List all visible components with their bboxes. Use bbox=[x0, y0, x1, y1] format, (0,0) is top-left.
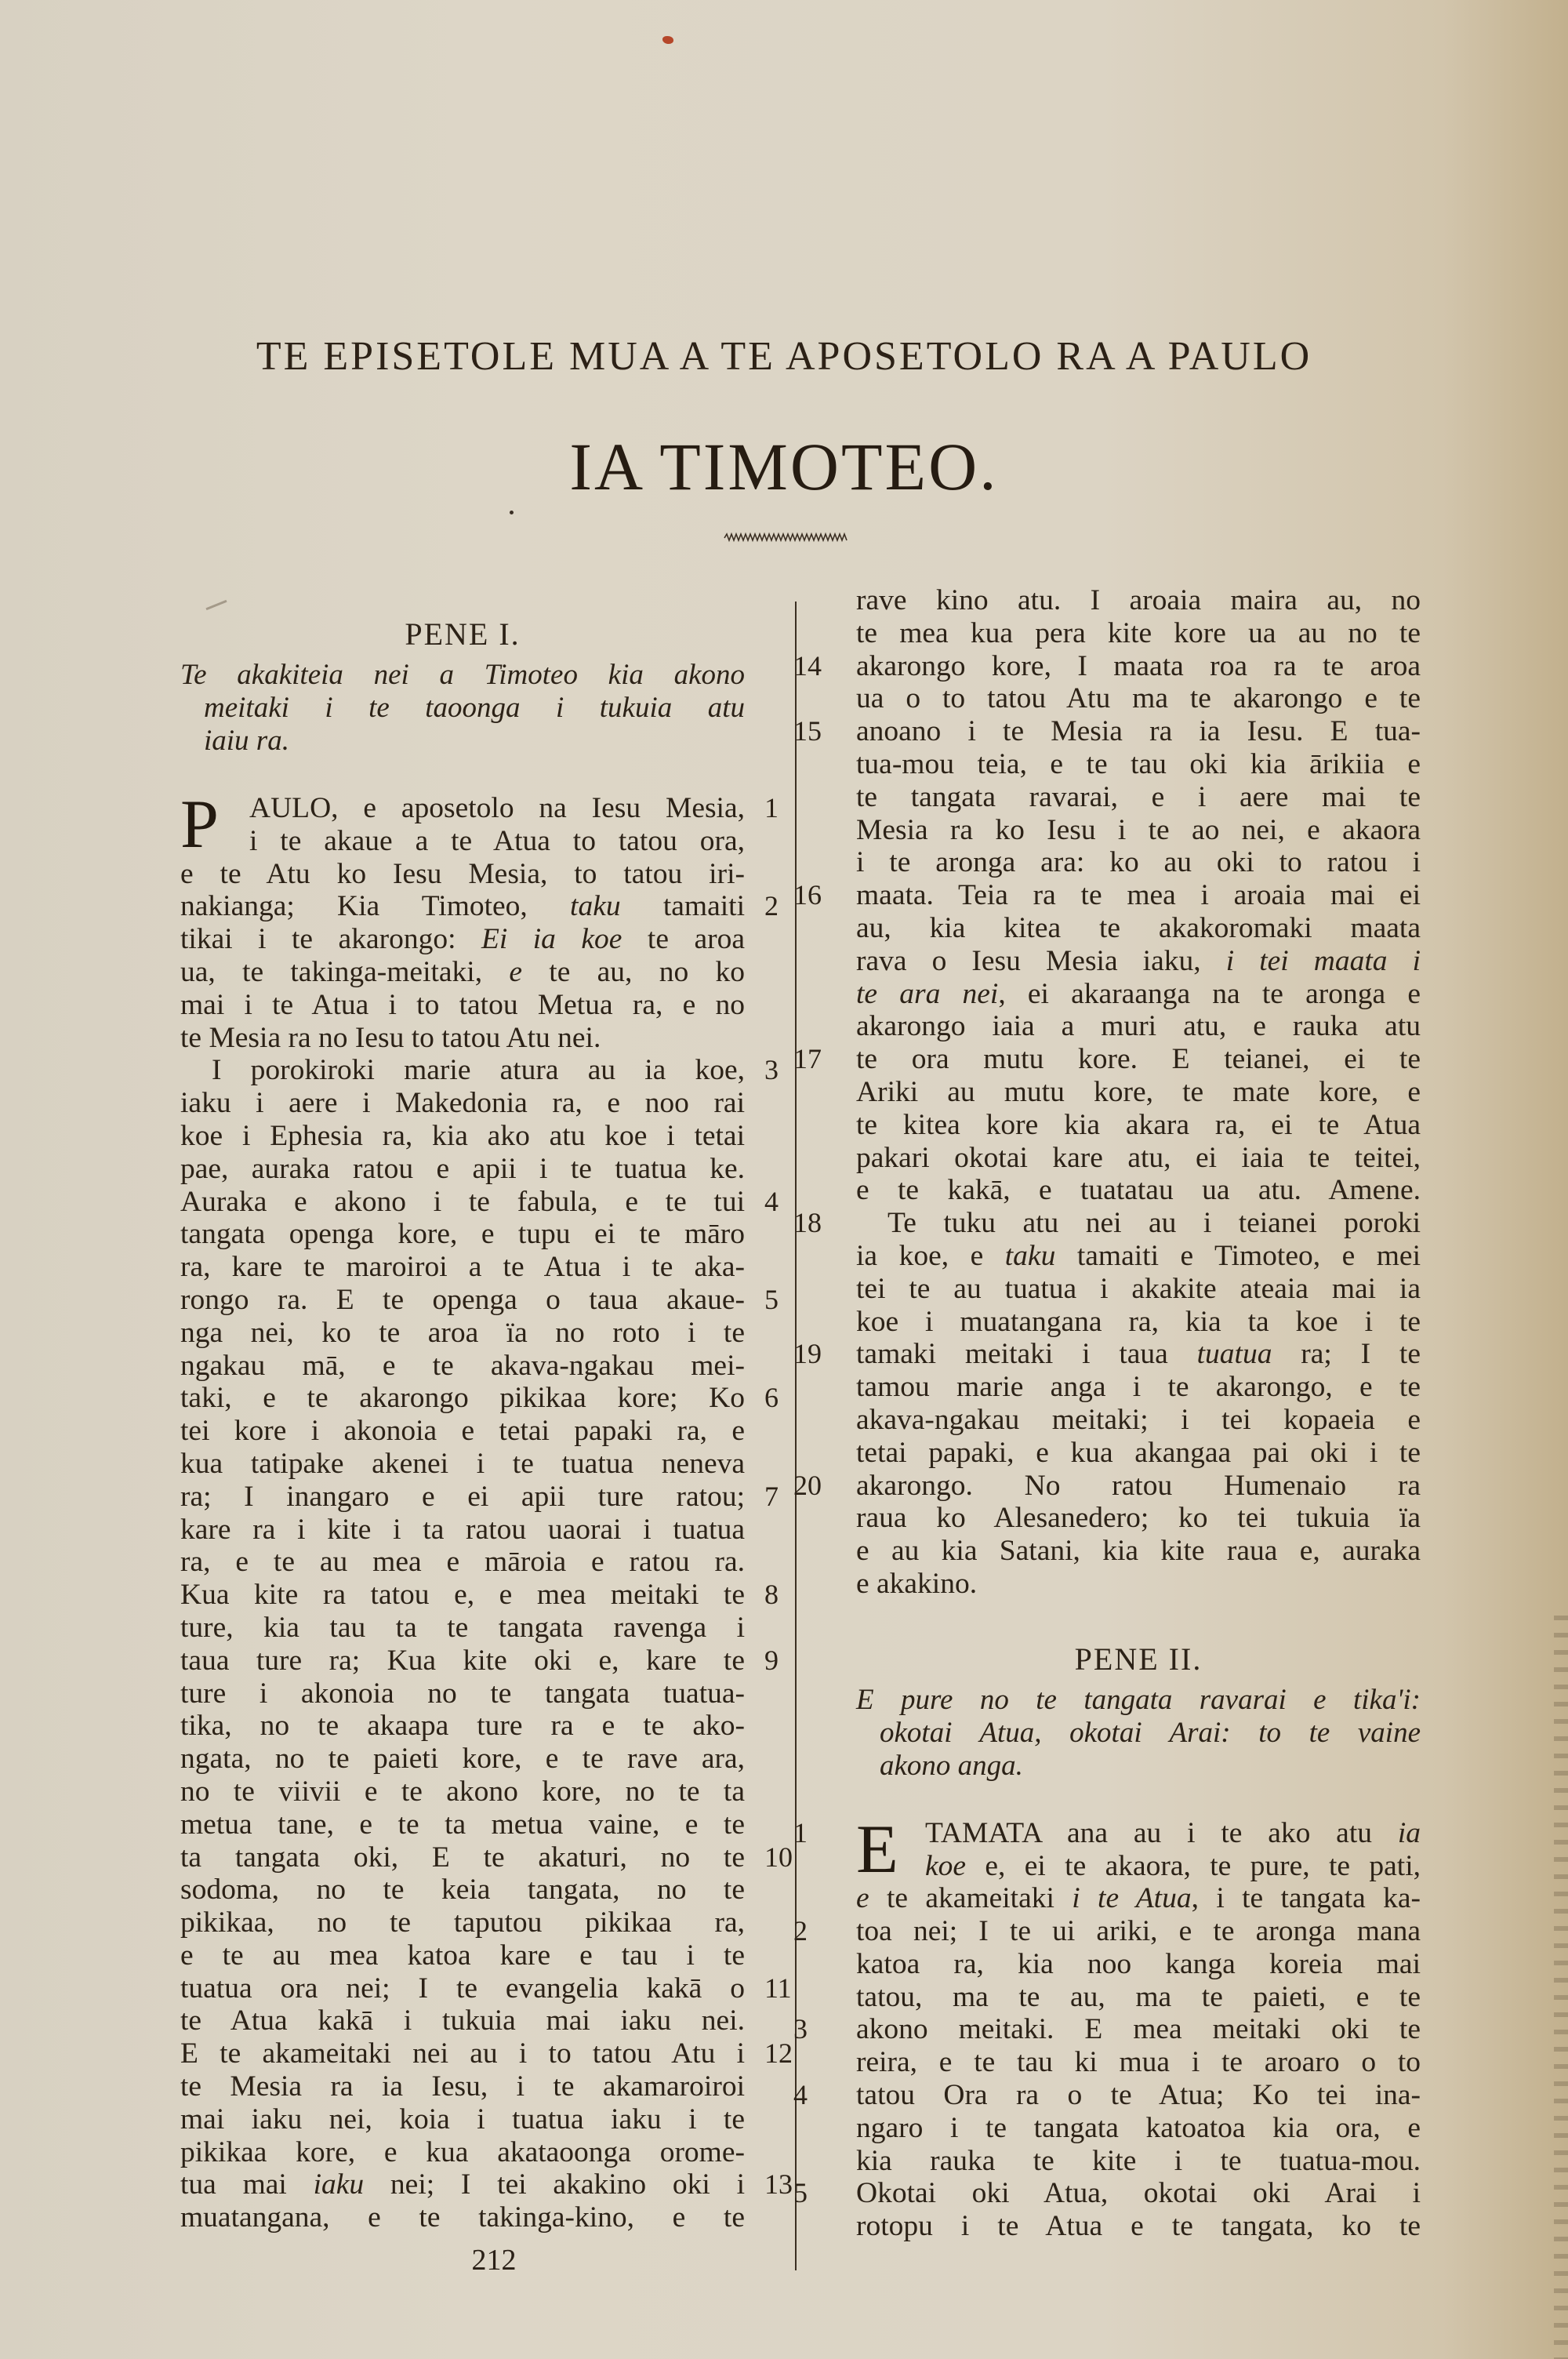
text-line bbox=[180, 1644, 779, 1677]
verse-block bbox=[793, 1816, 1421, 2243]
italic-text: Ei ia koe bbox=[481, 923, 622, 956]
text-segment: , i te tangata ka- bbox=[1191, 1882, 1421, 1915]
text-segment: rave kino atu. I aroaia maira au, no bbox=[856, 584, 1421, 616]
text-line bbox=[856, 945, 1421, 978]
verse-number: 19 bbox=[793, 1338, 822, 1370]
summary-line: E pure no te tangata ravarai e tika'i: bbox=[856, 1683, 1421, 1716]
text-line bbox=[180, 1939, 745, 1972]
text-line bbox=[856, 814, 1421, 847]
text-line bbox=[180, 1677, 745, 1710]
text-segment: i te akaue a te Atua to tatou ora, bbox=[249, 824, 745, 857]
text-segment: te akameitaki bbox=[869, 1882, 1073, 1915]
text-line bbox=[180, 1415, 745, 1448]
text-line bbox=[856, 1850, 1421, 1883]
italic-text: i te Atua bbox=[1072, 1882, 1192, 1915]
text-line bbox=[180, 1841, 793, 1874]
text-line bbox=[793, 879, 1421, 912]
text-segment: koe i Ephesia ra, kia ako atu koe i tetai bbox=[180, 1119, 745, 1152]
text-segment: ra; I inangaro e ei apii ture ratou; bbox=[180, 1480, 745, 1513]
text-segment: mai i te Atua i to tatou Metua ra, e no bbox=[180, 988, 745, 1021]
text-line bbox=[856, 1273, 1421, 1306]
verse-number: 10 bbox=[764, 1841, 793, 1873]
text-line bbox=[180, 1776, 745, 1808]
text-segment: ra; I te bbox=[1272, 1338, 1421, 1371]
text-segment: pikikaa, no te taputou pikikaa ra, bbox=[180, 1906, 745, 1939]
text-line bbox=[180, 1514, 745, 1547]
verse-number: 9 bbox=[764, 1644, 779, 1676]
text-segment: kia rauka te kite i te tuatua-mou. bbox=[856, 2144, 1421, 2177]
verse-number: 15 bbox=[793, 715, 822, 747]
right-column bbox=[793, 584, 1421, 2243]
text-line bbox=[180, 923, 745, 956]
verse-block bbox=[180, 792, 793, 2234]
verse-number: 18 bbox=[793, 1207, 822, 1239]
summary-line: iaiu ra. bbox=[204, 725, 289, 757]
text-segment: tetai papaki, e kua akangaa pai oki i te bbox=[856, 1436, 1421, 1469]
italic-text: iaku bbox=[313, 2168, 365, 2201]
text-line bbox=[180, 1218, 745, 1251]
text-segment: te mea kua pera kite kore ua au no te bbox=[856, 616, 1421, 649]
chapter-summary bbox=[856, 1684, 1421, 1783]
text-line bbox=[856, 1882, 1421, 1915]
text-line bbox=[180, 1382, 779, 1415]
text-segment: e, ei te akaora, te pure, te pati, bbox=[966, 1849, 1421, 1882]
verse-number: 16 bbox=[793, 879, 822, 911]
text-line bbox=[856, 2145, 1421, 2178]
text-line bbox=[180, 1612, 745, 1645]
text-segment: metua tane, e te ta metua vaine, e te bbox=[180, 1808, 745, 1841]
drop-cap: P bbox=[180, 794, 219, 856]
text-line bbox=[793, 1207, 1421, 1240]
book-title-line-1: TE EPISETOLE MUA A TE APOSETOLO RA A PAULO bbox=[256, 334, 1312, 379]
text-segment: iaku i aere i Makedonia ra, e noo rai bbox=[180, 1087, 745, 1120]
text-segment: katoa ra, kia noo kanga koreia mai bbox=[856, 1947, 1421, 1980]
text-segment: , ei akaraanga na te aronga e bbox=[998, 977, 1421, 1010]
text-segment: akarongo iaia a muri atu, e rauka atu bbox=[856, 1010, 1421, 1043]
text-line bbox=[180, 1808, 745, 1841]
text-segment: tamou marie anga i te akarongo, e te bbox=[856, 1371, 1421, 1404]
text-segment: ngakau mā, e te akava-ngakau mei- bbox=[180, 1349, 745, 1382]
text-segment: muatangana, e te takinga-kino, e te bbox=[180, 2201, 745, 2234]
text-segment: ture, kia tau ta te tangata ravenga i bbox=[180, 1611, 745, 1644]
text-line bbox=[180, 2168, 793, 2201]
text-line bbox=[793, 2079, 1421, 2112]
text-segment: koe i muatangana ra, kia ta koe i te bbox=[856, 1305, 1421, 1338]
text-segment: nei; I tei akakino oki i bbox=[364, 2168, 745, 2201]
text-line bbox=[793, 2177, 1421, 2210]
verse-number: 2 bbox=[764, 890, 779, 922]
text-segment: te Mesia ra ia Iesu, i te akamaroiroi bbox=[180, 2070, 745, 2103]
text-line bbox=[180, 2005, 745, 2037]
verse-number: 13 bbox=[764, 2168, 793, 2201]
text-line bbox=[180, 2070, 745, 2103]
text-line bbox=[180, 1710, 745, 1743]
text-line bbox=[856, 846, 1421, 879]
text-segment: tatou Ora ra o te Atua; Ko tei ina- bbox=[856, 2079, 1421, 2112]
text-line bbox=[856, 1981, 1421, 2014]
wavy-rule-path bbox=[724, 534, 847, 540]
text-segment: toa nei; I te ui ariki, e te aronga mana bbox=[856, 1915, 1421, 1948]
verse-number: 14 bbox=[793, 649, 822, 682]
text-segment: te Mesia ra no Iesu to tatou Atu nei. bbox=[180, 1021, 601, 1054]
text-segment: rotopu i te Atua e te tangata, ko te bbox=[856, 2210, 1421, 2243]
text-segment: ta tangata oki, E te akaturi, no te bbox=[180, 1841, 745, 1874]
text-line bbox=[793, 1915, 1421, 1948]
italic-text: taku bbox=[570, 890, 621, 923]
text-segment: akarongo kore, I maata roa ra te aroa bbox=[856, 649, 1421, 682]
text-line bbox=[856, 1174, 1421, 1207]
text-line bbox=[856, 1568, 1421, 1601]
text-line bbox=[856, 1948, 1421, 1981]
text-line bbox=[180, 1022, 745, 1055]
text-segment: tei kore i akonoia e tetai papaki ra, e bbox=[180, 1415, 745, 1448]
text-line bbox=[856, 1142, 1421, 1175]
text-segment: tei te au tuatua i akakite ateaia mai ia bbox=[856, 1272, 1421, 1305]
ink-spot-mark bbox=[662, 36, 673, 44]
text-line bbox=[180, 2201, 745, 2234]
verse-number: 2 bbox=[793, 1915, 808, 1947]
text-line bbox=[793, 1816, 1421, 1850]
chapter-summary bbox=[180, 659, 745, 758]
verse-number: 4 bbox=[793, 2079, 808, 2111]
text-line bbox=[856, 1404, 1421, 1437]
verse-number: 17 bbox=[793, 1043, 822, 1075]
text-segment: tatou, ma te au, ma te paieti, e te bbox=[856, 1980, 1421, 2013]
text-line bbox=[856, 1371, 1421, 1404]
summary-line: meitaki i te taoonga i tukuia atu bbox=[204, 692, 745, 724]
book-title-line-2: IA TIMOTEO. bbox=[569, 429, 999, 504]
verse-number: 7 bbox=[764, 1480, 779, 1512]
text-segment: ua, te takinga-meitaki, bbox=[180, 955, 510, 988]
text-segment: I porokiroki marie atura au ia koe, bbox=[212, 1054, 745, 1087]
text-line bbox=[180, 890, 779, 923]
text-line bbox=[856, 1535, 1421, 1568]
verse-number: 12 bbox=[764, 2037, 793, 2070]
text-line bbox=[856, 584, 1421, 617]
text-segment: e akakino. bbox=[856, 1567, 978, 1600]
verse-number: 3 bbox=[764, 1054, 779, 1086]
left-column bbox=[180, 610, 793, 2234]
text-segment: Auraka e akono i te fabula, e te tui bbox=[180, 1185, 745, 1218]
text-line bbox=[793, 1469, 1421, 1503]
text-line bbox=[856, 1109, 1421, 1142]
text-segment: te kitea kore kia akara ra, ei te Atua bbox=[856, 1108, 1421, 1141]
italic-text: i tei maata i bbox=[1225, 944, 1421, 977]
text-segment: tua-mou teia, e te tau oki kia ārikiia e bbox=[856, 747, 1421, 780]
text-segment: ngaro i te tangata katoatoa kia ora, e bbox=[856, 2111, 1421, 2144]
verse-lines-top bbox=[793, 584, 1421, 1601]
verse-number: 8 bbox=[764, 1579, 779, 1611]
text-line bbox=[856, 748, 1421, 781]
text-segment: tua mai bbox=[180, 2168, 314, 2201]
text-line bbox=[856, 1437, 1421, 1470]
text-line bbox=[180, 1874, 745, 1906]
text-line bbox=[180, 1087, 745, 1120]
text-line bbox=[856, 1240, 1421, 1273]
italic-text: te ara nei bbox=[856, 977, 999, 1010]
text-line bbox=[856, 2112, 1421, 2145]
text-line bbox=[856, 1076, 1421, 1109]
text-segment: e au kia Satani, kia kite raua e, auraka bbox=[856, 1535, 1421, 1568]
text-segment: ua o to tatou Atu ma te akarongo e te bbox=[856, 682, 1421, 715]
text-line bbox=[856, 617, 1421, 650]
verse-number: 4 bbox=[764, 1185, 779, 1217]
text-line bbox=[180, 1579, 779, 1612]
text-line bbox=[180, 825, 745, 858]
verse-number: 6 bbox=[764, 1382, 779, 1414]
verse-number: 1 bbox=[793, 1816, 808, 1848]
text-segment: no te viivii e te akono kore, no te ta bbox=[180, 1775, 745, 1808]
text-segment: pakari okotai kare atu, ei iaia te teitei, bbox=[856, 1141, 1421, 1174]
text-segment: e te kakā, e tuatatau ua atu. Amene. bbox=[856, 1174, 1421, 1207]
text-line bbox=[180, 1317, 745, 1350]
drop-cap: E bbox=[856, 1818, 898, 1881]
text-segment: akava-ngakau meitaki; i tei kopaeia e bbox=[856, 1403, 1421, 1436]
paper-dot-mark bbox=[510, 511, 514, 514]
text-segment: nakianga; Kia Timoteo, bbox=[180, 890, 571, 923]
text-line bbox=[180, 1480, 779, 1514]
text-segment: anoano i te Mesia ra ia Iesu. E tua- bbox=[856, 715, 1421, 748]
italic-text: ia bbox=[1397, 1816, 1421, 1849]
text-segment: ra, e te au mea e māroia e ratou ra. bbox=[180, 1546, 745, 1579]
text-segment: rongo ra. E te openga o taua akaue- bbox=[180, 1283, 745, 1316]
paper-scratch-mark bbox=[205, 600, 227, 610]
text-segment: ra, kare te maroiroi a te Atua i te aka- bbox=[180, 1251, 745, 1284]
text-segment: mai iaku nei, koia i tuatua iaku i te bbox=[180, 2103, 745, 2135]
text-segment: sodoma, no te keia tangata, no te bbox=[180, 1874, 745, 1906]
text-line bbox=[856, 1502, 1421, 1535]
text-segment: e te au mea katoa kare e tau i te bbox=[180, 1939, 745, 1972]
verse-number: 1 bbox=[764, 792, 779, 823]
text-segment: pae, auraka ratou e apii i te tuatua ke. bbox=[180, 1152, 745, 1185]
text-line bbox=[180, 1153, 745, 1186]
text-line bbox=[180, 1251, 745, 1284]
text-segment: ngata, no te paieti kore, e te rave ara, bbox=[180, 1743, 745, 1776]
text-segment: i te aronga ara: ko au oki to ratou i bbox=[856, 846, 1421, 879]
verse-lines-bottom bbox=[793, 1816, 1421, 2243]
summary-line: Te akakiteia nei a Timoteo kia akono bbox=[180, 659, 745, 691]
text-segment: E te akameitaki nei au i to tatou Atu i bbox=[180, 2037, 745, 2070]
text-segment: te au, no ko bbox=[522, 955, 745, 988]
text-line bbox=[180, 2103, 745, 2136]
italic-text: taku bbox=[1004, 1239, 1056, 1272]
text-segment: te ora mutu kore. E teianei, ei te bbox=[856, 1043, 1421, 1076]
text-line bbox=[180, 989, 745, 1022]
verse-number: 20 bbox=[793, 1469, 822, 1501]
verse-number: 5 bbox=[764, 1283, 779, 1315]
text-segment: nga nei, ko te aroa ïa no roto i te bbox=[180, 1316, 745, 1349]
text-line bbox=[180, 1283, 779, 1317]
italic-text: tuatua bbox=[1196, 1338, 1272, 1371]
text-segment: TAMATA ana au i te ako atu bbox=[925, 1816, 1398, 1849]
text-segment: tikai i te akarongo: bbox=[180, 923, 481, 956]
text-line bbox=[180, 792, 779, 825]
text-line bbox=[793, 1338, 1421, 1371]
text-line bbox=[180, 1972, 792, 2005]
text-segment: ture i akonoia no te tangata tuatua- bbox=[180, 1677, 745, 1710]
text-segment: tuatua ora nei; I te evangelia kakā o bbox=[180, 1972, 745, 2005]
text-line bbox=[180, 1448, 745, 1481]
text-line bbox=[793, 715, 1421, 748]
text-line bbox=[180, 1350, 745, 1383]
text-line bbox=[793, 2013, 1421, 2046]
text-segment: tamaiti bbox=[620, 890, 745, 923]
page-edge-bleedthrough bbox=[1554, 1616, 1568, 2359]
text-segment: rava o Iesu Mesia iaku, bbox=[856, 944, 1226, 977]
text-segment: e te Atu ko Iesu Mesia, to tatou iri- bbox=[180, 857, 745, 890]
text-line bbox=[180, 1743, 745, 1776]
text-segment: reira, e te tau ki mua i te aroaro o to bbox=[856, 2046, 1421, 2079]
text-segment: pikikaa kore, e kua akataoonga orome- bbox=[180, 2135, 745, 2168]
text-segment: taua ture ra; Kua kite oki e, kare te bbox=[180, 1644, 745, 1677]
text-segment: Te tuku atu nei au i teianei poroki bbox=[887, 1207, 1421, 1240]
text-line bbox=[180, 1546, 745, 1579]
text-segment: tangata openga kore, e tupu ei te māro bbox=[180, 1218, 745, 1251]
text-line bbox=[180, 1120, 745, 1153]
verse-number: 5 bbox=[793, 2177, 808, 2209]
text-segment: ia koe, e bbox=[856, 1239, 1005, 1272]
text-segment: maata. Teia ra te mea i aroaia mai ei bbox=[856, 879, 1421, 912]
text-line bbox=[180, 858, 745, 891]
text-segment: tamaiti e Timoteo, e mei bbox=[1055, 1239, 1421, 1272]
italic-text: e bbox=[509, 955, 523, 988]
text-line bbox=[856, 1010, 1421, 1043]
text-segment: taki, e te akarongo pikikaa kore; Ko bbox=[180, 1382, 745, 1415]
wavy-rule-icon bbox=[723, 532, 848, 544]
summary-line: akono anga. bbox=[880, 1749, 1023, 1782]
text-segment: kua tatipake akenei i te tuatua neneva bbox=[180, 1447, 745, 1480]
text-segment: AULO, e aposetolo na Iesu Mesia, bbox=[249, 792, 745, 824]
verse-lines bbox=[180, 792, 793, 2234]
text-segment: kare ra i kite i ta ratou uaorai i tuatua bbox=[180, 1513, 745, 1546]
text-segment: akono meitaki. E mea meitaki oki te bbox=[856, 2013, 1421, 2046]
text-segment: tamaki meitaki i taua bbox=[856, 1338, 1197, 1371]
text-line bbox=[180, 2037, 793, 2070]
italic-text: e bbox=[856, 1882, 869, 1915]
verse-number: 3 bbox=[793, 2013, 808, 2045]
text-segment: te tangata ravarai, e i aere mai te bbox=[856, 780, 1421, 813]
text-line bbox=[793, 1043, 1421, 1076]
text-line bbox=[856, 978, 1421, 1011]
text-line bbox=[856, 1306, 1421, 1339]
text-segment: akarongo. No ratou Humenaio ra bbox=[856, 1469, 1421, 1502]
page-number: 212 bbox=[471, 2244, 517, 2277]
text-line bbox=[856, 2046, 1421, 2079]
text-segment: Mesia ra ko Iesu i te ao nei, e akaora bbox=[856, 813, 1421, 846]
text-line bbox=[180, 1185, 779, 1219]
italic-text: koe bbox=[925, 1849, 967, 1882]
text-line bbox=[856, 912, 1421, 945]
text-line bbox=[856, 781, 1421, 814]
chapter-heading: PENE II. bbox=[1074, 1641, 1203, 1677]
text-line bbox=[793, 649, 1421, 683]
text-line bbox=[180, 1054, 779, 1087]
text-line bbox=[180, 2136, 745, 2169]
text-segment: au, kia kitea te akakoromaki maata bbox=[856, 911, 1421, 944]
verse-number: 11 bbox=[764, 1972, 792, 2004]
text-segment: Ariki au mutu kore, te mate kore, e bbox=[856, 1075, 1421, 1108]
text-line bbox=[180, 1906, 745, 1939]
text-segment: te aroa bbox=[622, 923, 745, 956]
text-segment: te Atua kakā i tukuia mai iaku nei. bbox=[180, 2005, 745, 2037]
summary-line: okotai Atua, okotai Arai: to te vaine bbox=[880, 1716, 1421, 1749]
text-line bbox=[180, 956, 745, 989]
text-segment: raua ko Alesanedero; ko tei tukuia ïa bbox=[856, 1502, 1421, 1535]
text-segment: tika, no te akaapa ture ra e te ako- bbox=[180, 1710, 745, 1743]
text-line bbox=[856, 2210, 1421, 2243]
text-line bbox=[856, 682, 1421, 715]
text-segment: Kua kite ra tatou e, e mea meitaki te bbox=[180, 1579, 745, 1612]
chapter-heading: PENE I. bbox=[405, 616, 521, 652]
text-segment: Okotai oki Atua, okotai oki Arai i bbox=[856, 2177, 1421, 2210]
